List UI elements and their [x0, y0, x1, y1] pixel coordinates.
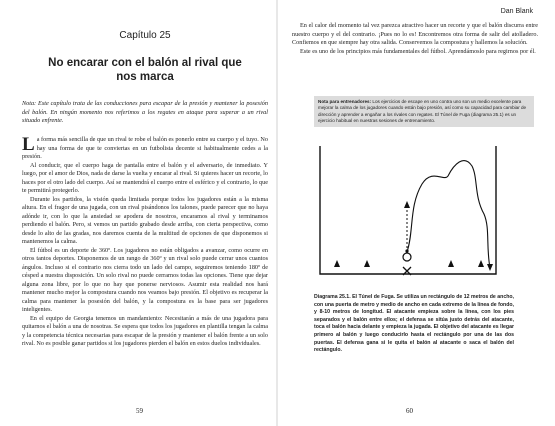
drop-cap: L	[22, 134, 35, 155]
cone-right-1	[448, 260, 454, 267]
paragraph-3: Durante los partidos, la visión queda limitada porque todos los jugadores están a la misma altura. En el fragor de una jugada, con un rival pisándonos los talones, puede parecer que no haya adónde ir, con lo que la ansiedad se apodera de nosotros, encaramos al rival y terminamos perdiendo el balón. Pero, si vemos un partido grabado desde arriba, con cierta perspectiva, como desde lo alto de las gradas, nos daremos cuenta de la multitud de opciones de que disponemos si mantenemos la calma.	[22, 195, 268, 245]
escape-tunnel-diagram	[314, 136, 502, 286]
trainer-note-text: Los ejercicios de escape en uno contra uno son un medio excelente para mejorar la calma de los jugadores cuando están bajo presión, así como su capacidad para cambiar de dirección y aprender a engañar a los rivales con regates. El Túnel de Fuga (diagrama 25.1) es un ejercicio habitual en nuestras sesiones de entrenamiento.	[318, 99, 527, 123]
trainer-note-label: Nota para entrenadores:	[318, 99, 372, 104]
paragraph-2: Al conducir, que el cuerpo haga de pantalla entre el balón y el adversario, de inmediato. Y luego, por el amor de Dios, nada de darse la vuelta y encarar al rival. Si quieres hacer un recorte, lo haces por el otro lado del cuerpo. Así se mantendrá el cuerpo entre el esférico y el contrario, lo que te permitirá protegerlo.	[22, 161, 268, 194]
right-body-text	[292, 22, 538, 56]
cone-right-2	[478, 260, 484, 267]
paragraph-1-text: a forma más sencilla de que un rival te robe el balón es ponerlo entre su cuerpo y el tuyo. No hay una forma de que te conviertas en un futbolista decente si habitualmente cedes a la presión.	[22, 136, 268, 160]
page-number-left: 59	[136, 407, 143, 415]
paragraph-4: El fútbol es un deporte de 360º. Los jugadores no están obligados a avanzar, como ocurre en otros tantos deportes. Disponemos de un rango de 360º y un rival solo puede cerrar unos cuantos ángulos. Incluso si el contrario nos cierra todo un lado del campo, seguiremos teniendo 180º de césped a nuestra disposición. Un solo rival no puede cerrarnos todas las opciones. Tiene que dejar alguna zona libre, por lo que no hay que ponerse nerviosos. Asumir esta realidad nos hará mantener mucho mejor la compostura cuando nos veamos bajo presión. El objetivo es recuperar la calma para mantener la posesión del balón, y la compostura es la base para ser jugadores inteligentes.	[22, 246, 268, 313]
dribble-arrowhead	[487, 264, 493, 271]
page-number-right: 60	[406, 407, 413, 415]
right-paragraph-1: En el calor del momento tal vez parezca atractivo hacer un recorte y que el balón discurra entre nuestro cuerpo y el del contrario. ¡Pues no lo es! Encontremos otra forma de salir del atolladero. Confiemos en que siempre hay otra salida. Conservemos la compostura y hallemos la solución.	[292, 22, 538, 46]
chapter-title: No encarar con el balón al rival que nos marca	[48, 57, 242, 83]
body-text	[22, 136, 268, 349]
dribble-path	[407, 161, 490, 268]
right-paragraph-2: Este es uno de los principios más fundamentales del fútbol. Aprendámoslo para regirnos por él.	[300, 47, 536, 55]
diagram-caption: Diagrama 25.1. El Túnel de Fuga. Se utiliza un rectángulo de 12 metros de ancho, con una puerta de metro y medio de ancho en cada extremo de la línea de fondo, y 8-10 metros de longitud. El atacante empieza sobre la línea, con los pies separados y el balón entre ellos; el defensa se sitúa justo detrás del atacante, toca el balón hacia delante y empieza la jugada. El objetivo del atacante es llegar primero al balón y luego conducirlo hasta el rectángulo por una de las dos puertas. El defensa gana si le quita el balón al atacante o saca el balón del rectángulo.	[314, 294, 514, 354]
attacker-marker	[403, 253, 411, 261]
chapter-label: Capítulo 25	[119, 30, 171, 41]
right-page	[278, 0, 555, 426]
left-page	[0, 0, 276, 426]
pass-arrowhead	[404, 201, 410, 208]
field-outline	[320, 146, 496, 274]
paragraph-1	[22, 136, 268, 162]
chapter-note: Nota: Este capítulo trata de las conducciones para escapar de la presión y mantener la posesión del balón. En ningún momento nos referimos a los regates en ataque para superar a un rival situado enfrente.	[22, 100, 268, 124]
cone-left-2	[364, 260, 370, 267]
trainer-note-box	[314, 96, 534, 127]
paragraph-5: En el equipo de Georgia tenemos un mandamiento: Necesitarán a más de una jugadora para quitarnos el balón a una de nosotras. Se espera que todos los jugadores en plantilla tengan la calma y la competencia técnica necesarias para escapar de la presión y mantener el balón frente a un solo rival. No es posible ganar partidos si los jugadores pierden el balón en estos duelos individuales.	[22, 314, 268, 347]
cone-left-1	[334, 260, 340, 267]
running-head: Dan Blank	[500, 8, 533, 15]
